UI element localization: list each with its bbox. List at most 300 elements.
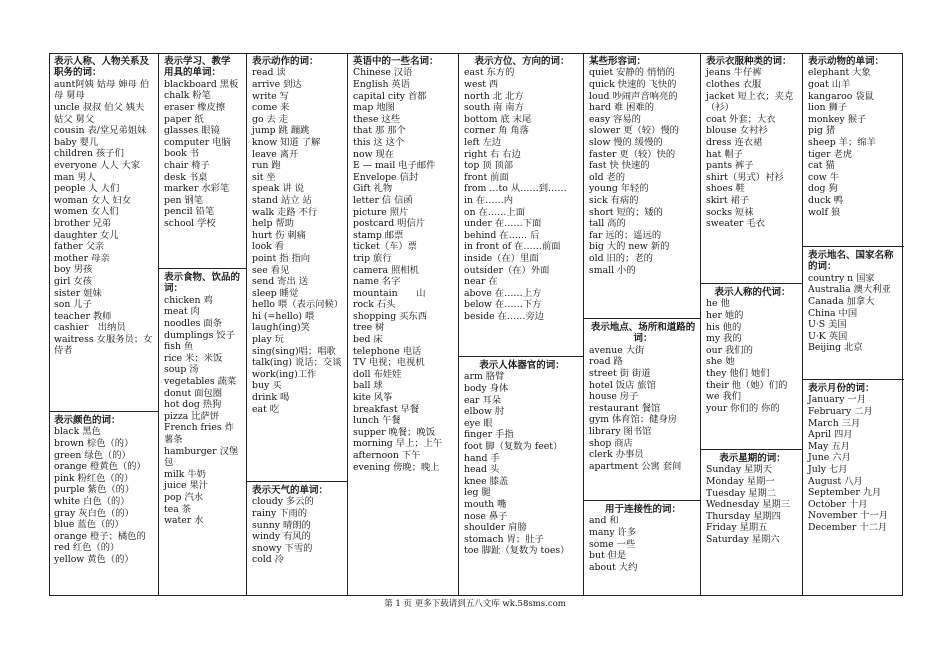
vocab-item: telephone 电话: [353, 345, 422, 357]
vocab-item: red 红色（的）: [54, 542, 120, 554]
vocab-item: shoulder 肩膀: [464, 522, 527, 534]
vocab-item: arm 胳臂: [464, 371, 505, 383]
section-adjectives: [585, 54, 700, 318]
vocab-item: many 许多: [589, 527, 637, 538]
vocab-item: kangaroo 袋鼠: [808, 90, 874, 102]
vocab-item: U·K 英国: [808, 330, 848, 342]
section-title: 表示天气的单词：: [252, 485, 329, 496]
vocab-item: hamburger 汉堡包: [164, 445, 239, 469]
vocab-item: Envelope 信封: [353, 171, 419, 183]
vocab-item: rainy 下雨的: [252, 508, 308, 519]
vocab-item: pen 钢笔: [164, 194, 203, 206]
vocab-item: clothes 衣服: [706, 79, 762, 90]
vocab-item: house 房子: [589, 391, 639, 403]
vocab-item: play 玩: [252, 334, 284, 346]
vocab-item: stomach 胃；肚子: [464, 533, 544, 545]
vocab-item: juice 果汁: [164, 480, 209, 492]
vocab-item: gym 体育馆；健身房: [589, 414, 678, 426]
vocab-item: sing(sing)唱；唱歌: [252, 345, 336, 357]
vocab-item: father 父亲: [54, 241, 105, 253]
vocab-item: mouth 嘴: [464, 498, 507, 510]
vocab-item: camera 照相机: [353, 264, 419, 276]
vocab-item: cashier 出纳员: [54, 322, 126, 334]
vocab-item: Chinese 汉语: [353, 67, 413, 79]
vocab-item: Australia 澳大利亚: [808, 284, 891, 296]
vocab-item: cousin 表/堂兄弟姐妹: [54, 125, 147, 137]
section-title: 表示学习、教学: [164, 56, 231, 67]
vocab-item: Gift 礼物: [353, 183, 393, 195]
vocab-item: people 人 人们: [54, 183, 120, 195]
vocab-item: tiger 老虎: [808, 148, 853, 160]
section-title: 表示地点、场所和道路的词：: [590, 322, 696, 345]
vocab-item: everyone 人人 大家: [54, 159, 141, 171]
section-people: [50, 54, 158, 411]
vocab-item: U·S 美国: [808, 319, 847, 331]
page-footer: 第 1 页 更多下载请到五八文库 wk.58sms.com: [384, 599, 566, 609]
section-directions: [460, 54, 583, 356]
vocab-item: loud 吵闹声音响亮的: [589, 90, 678, 102]
vocab-item: short 短的；矮的: [589, 206, 663, 218]
vocab-item: sheep 羊；绵羊: [808, 136, 876, 148]
vocab-item: noodles 面条: [164, 318, 222, 329]
section-food: [160, 270, 246, 597]
row-divider: [802, 379, 904, 380]
vocab-item: August 八月: [808, 475, 863, 487]
vocab-item: brown 棕色（的）: [54, 438, 134, 449]
vocab-item: December 十二月: [808, 521, 888, 533]
vocab-item: right 右 右边: [464, 148, 521, 160]
section-conjunctions: [585, 502, 700, 597]
vocab-item: rice 米；米饭: [164, 352, 223, 364]
vocab-item: cloudy 多云的: [252, 496, 314, 508]
vocab-item: cow 牛: [808, 171, 840, 183]
vocab-item: daughter 女儿: [54, 229, 119, 241]
vocab-item: Beijing 北京: [808, 342, 863, 354]
section-clothes: [702, 54, 802, 283]
row-divider: [458, 356, 583, 357]
vocab-item: point 指 指向: [252, 252, 311, 264]
vocab-item: in 在……内: [464, 194, 514, 206]
vocabulary-table: [49, 53, 903, 596]
column-divider: [802, 54, 803, 595]
vocab-item: drink 喝: [252, 392, 290, 404]
vocab-item: letter 信 信函: [353, 194, 413, 206]
vocab-item: gray 灰白色（的）: [54, 507, 134, 519]
vocab-item: January 一月: [808, 394, 867, 406]
vocab-item: tree 树: [353, 322, 385, 334]
vocab-item: May 五月: [808, 440, 850, 452]
vocab-item: snowy 下雪的: [252, 542, 313, 554]
section-title: 英语中的一些名词：: [353, 56, 439, 67]
vocab-item: top 顶 顶部: [464, 160, 514, 172]
vocab-item: sit 坐: [252, 171, 276, 183]
vocab-item: book 书: [164, 148, 200, 160]
vocab-item: April 四月: [808, 429, 853, 441]
vocab-item: Monday 星期一: [706, 476, 775, 487]
vocab-item: street 街 街道: [589, 368, 651, 379]
vocab-item: China 中国: [808, 307, 858, 319]
vocab-item: hurt 伤 刺痛: [252, 229, 306, 241]
vocab-item: E — mail 电子邮件: [353, 160, 436, 172]
vocab-item: easy 容易的: [589, 113, 641, 125]
vocab-item: women 女人们: [54, 206, 119, 218]
vocab-item: water 水: [164, 515, 204, 527]
vocab-item: wolf 狼: [808, 206, 841, 218]
vocab-item: inside（在）里面: [464, 252, 539, 264]
vocab-item: their 他（她）们的: [706, 379, 788, 391]
vocab-item: sleep 睡觉: [252, 287, 299, 299]
section-weather: [248, 483, 347, 597]
vocab-item: jeans 牛仔裤: [706, 67, 762, 79]
vocab-item: shopping 买东西: [353, 310, 428, 322]
vocab-item: his 他的: [706, 321, 742, 333]
vocab-item: clerk 办事员: [589, 449, 644, 461]
vocab-item: in front of 在……前面: [464, 241, 561, 253]
vocab-item: near 在: [464, 276, 498, 288]
vocab-item: that 那 那个: [353, 125, 406, 137]
vocab-item: baby 婴儿: [54, 136, 99, 148]
vocab-item: skirt 裙子: [706, 194, 750, 206]
column-divider: [700, 54, 701, 595]
vocab-item: lunch 午餐: [353, 415, 401, 427]
vocab-item: talk(ing) 说话；交谈: [252, 357, 342, 369]
vocab-item: orange 橙子；橘色的: [54, 530, 146, 542]
vocab-item: foot 脚（复数为 feet）: [464, 440, 563, 452]
vocab-item: evening 傍晚；晚上: [353, 461, 440, 473]
vocab-item: small 小的: [589, 264, 636, 276]
vocab-item: capital city 首都: [353, 90, 427, 102]
section-title: 表示动作的词：: [252, 56, 319, 67]
row-divider: [583, 500, 700, 501]
vocab-item: bed 床: [353, 334, 383, 346]
vocab-item: eraser 橡皮擦: [164, 102, 226, 113]
vocab-item: tea 茶: [164, 503, 192, 515]
section-places: [585, 320, 700, 500]
section-title: 表示地名、国家名称的词：: [808, 250, 894, 273]
section-animals: [804, 54, 904, 246]
vocab-item: picture 照片: [353, 206, 409, 218]
vocab-item: marker 水彩笔: [164, 183, 230, 195]
column-divider: [158, 54, 159, 595]
vocab-item: paper 纸: [164, 113, 204, 125]
vocab-item: about 大约: [589, 561, 638, 573]
vocab-item: quiet 安静的 悄悄的: [589, 67, 675, 79]
vocab-item: body 身体: [464, 383, 509, 394]
vocab-item: know 知道 了解: [252, 136, 321, 148]
vocab-item: my 我的: [706, 333, 742, 345]
vocab-item: young 年轻的: [589, 183, 649, 195]
vocab-item: ticket（车）票: [353, 241, 417, 253]
vocab-item: Wednesday 星期三: [706, 499, 791, 511]
vocab-item: hot dog 热狗: [164, 399, 222, 411]
vocab-item: come 来: [252, 102, 290, 114]
vocab-item: dog 狗: [808, 183, 838, 195]
row-divider: [158, 268, 246, 269]
vocab-item: from …to 从……到……: [464, 183, 567, 195]
vocab-item: girl 女孩: [54, 275, 92, 287]
vocab-item: sunny 晴朗的: [252, 519, 311, 531]
vocab-item: black 黑色: [54, 426, 101, 438]
section-body-parts: [460, 358, 583, 597]
vocab-item: beside 在……旁边: [464, 310, 545, 322]
vocab-item: quick 快速的 飞快的: [589, 79, 677, 90]
section-title: 表示动物的单词：: [808, 56, 885, 67]
vocab-item: mother 母亲: [54, 252, 110, 264]
vocab-item: lion 狮子: [808, 102, 848, 114]
row-divider: [50, 411, 158, 412]
vocab-item: laugh(ing)笑: [252, 322, 310, 334]
section-colors: [50, 413, 158, 597]
vocab-item: her 她的: [706, 310, 744, 321]
section-pronouns: [702, 285, 802, 449]
vocab-item: teacher 教师: [54, 310, 112, 322]
vocab-item: front 前面: [464, 171, 509, 183]
vocab-item: stamp 邮票: [353, 229, 404, 241]
section-title: 表示人体器官的词：: [479, 360, 565, 371]
section-months: [804, 381, 904, 597]
vocab-item: we 我们: [706, 391, 742, 403]
vocab-item: help 帮助: [252, 218, 294, 230]
vocab-item: pig 猪: [808, 125, 836, 137]
vocab-item: go 去 走: [252, 113, 289, 125]
row-divider: [246, 481, 347, 482]
vocab-item: restaurant 餐馆: [589, 402, 661, 414]
vocab-item: under 在……下面: [464, 218, 542, 230]
vocab-item: look 看: [252, 241, 285, 253]
vocab-item: your 你们的 你的: [706, 402, 780, 414]
section-title: 表示颜色的词：: [54, 415, 121, 426]
vocab-item: read 读: [252, 67, 286, 79]
vocab-item: fish 鱼: [164, 341, 194, 353]
vocab-item: woman 女人 妇女: [54, 194, 131, 206]
vocab-item: dress 连衣裙: [706, 136, 763, 148]
vocab-item: pants 裤子: [706, 160, 754, 172]
vocab-item: bottom 底 末尾: [464, 113, 532, 125]
vocab-item: hotel 饭店 旅馆: [589, 379, 656, 391]
section-title: 表示人称的代词：: [714, 287, 791, 298]
vocab-item: walk 走路 不行: [252, 206, 318, 218]
vocab-item: sister 姐妹: [54, 287, 102, 299]
vocab-item: TV 电视；电视机: [353, 357, 425, 369]
vocab-item: she 她: [706, 356, 735, 368]
vocab-item: east 东方的: [464, 67, 515, 79]
vocab-item: fast 快 快速的: [589, 160, 650, 172]
row-divider: [802, 246, 904, 247]
vocab-item: pencil 铅笔: [164, 206, 215, 218]
vocab-item: socks 短袜: [706, 206, 754, 218]
vocab-item: July 七月: [808, 463, 848, 475]
row-divider: [583, 318, 700, 319]
vocab-item: elbow 肘: [464, 406, 505, 418]
vocab-item: leave 离开: [252, 148, 299, 160]
vocab-item: morning 早上；上午: [353, 438, 443, 450]
section-title: 表示衣服种类的词：: [706, 56, 792, 67]
vocab-item: blue 蓝色（的）: [54, 519, 124, 531]
vocab-item: doll 布娃娃: [353, 368, 402, 380]
vocab-item: they 他们 她们: [706, 367, 770, 379]
section-title: 表示方位、方向的词：: [474, 56, 570, 67]
vocab-item: knee 膝盖: [464, 475, 509, 487]
vocab-item: our 我们的: [706, 344, 753, 356]
vocab-item: goat 山羊: [808, 79, 851, 90]
vocab-item: computer 电脑: [164, 136, 231, 148]
vocab-item: Sunday 星期天: [706, 464, 772, 476]
vocab-item: work(ing)工作: [252, 368, 317, 380]
vocab-item: far 远的；遥远的: [589, 229, 662, 241]
vocab-item: old 老的: [589, 171, 626, 183]
vocab-item: stand 站立 站: [252, 194, 312, 206]
vocab-item: hat 帽子: [706, 148, 743, 160]
vocab-item: below 在……下方: [464, 299, 542, 311]
vocab-item: see 看见: [252, 264, 290, 276]
vocab-item: this 这 这个: [353, 136, 405, 148]
vocab-item: donut 面包圈: [164, 387, 223, 399]
vocab-item: above 在……上方: [464, 287, 542, 299]
vocab-item: old 旧的；老的: [589, 252, 653, 264]
vocab-item: on 在……上面: [464, 206, 526, 218]
vocab-item: Thursday 星期四: [706, 510, 781, 522]
vocab-item: north 北 北方: [464, 90, 524, 102]
vocab-item: now 现在: [353, 148, 395, 160]
vocab-item: south 南 南方: [464, 102, 524, 114]
vocab-item: shop 商店: [589, 437, 633, 449]
vocab-item: blackboard 黑板: [164, 78, 239, 90]
section-title: 表示月份的词：: [808, 383, 875, 394]
column-divider: [458, 54, 459, 595]
vocab-item: hand 手: [464, 452, 500, 464]
vocab-item: brother 兄弟: [54, 217, 112, 229]
vocab-item: finger 手指: [464, 429, 514, 441]
vocab-item: slow 慢的 缓慢的: [589, 136, 663, 148]
vocab-item: eat 吃: [252, 403, 280, 415]
section-nouns: [349, 54, 458, 597]
vocab-item: waitress 女服务员；女侍者: [54, 333, 153, 357]
vocab-item: aunt阿姨 姑母 婶母 伯母 舅母: [54, 78, 150, 102]
row-divider: [700, 449, 802, 450]
vocab-item: name 名字: [353, 276, 401, 288]
vocab-item: he 他: [706, 298, 730, 310]
vocab-item: cold 冷: [252, 554, 284, 566]
vocab-item: behind 在…… 后: [464, 229, 540, 241]
vocab-item: road 路: [589, 356, 623, 368]
vocab-item: French fries 炸薯条: [164, 422, 234, 445]
vocab-item: school 学校: [164, 217, 216, 229]
vocab-item: some 一些: [589, 538, 636, 550]
vocab-item: man 男人: [54, 171, 96, 183]
vocab-item: purple 紫色（的）: [54, 484, 135, 496]
section-title: 表示星期的词：: [719, 453, 786, 464]
vocab-item: apartment 公寓 套间: [589, 460, 682, 472]
section-places-countries: [804, 248, 904, 379]
vocab-item: ball 球: [353, 380, 383, 392]
vocab-item: hello 喂（表示问候）: [252, 299, 344, 311]
vocab-item: March 三月: [808, 417, 861, 429]
vocab-item: outsider（在）外面: [464, 264, 550, 276]
vocab-item: hi (=hello) 喂: [252, 310, 315, 322]
vocab-item: children 孩子们: [54, 148, 124, 160]
vocab-item: but 但是: [589, 550, 627, 562]
section-actions: [248, 54, 347, 481]
vocab-item: speak 讲 说: [252, 183, 304, 195]
vocab-item: nose 鼻子: [464, 510, 508, 522]
section-title: 表示人称、人物关系及职务的词：: [54, 56, 150, 79]
vocab-item: English 英语: [353, 79, 410, 90]
vocab-item: green 绿色（的）: [54, 449, 131, 461]
vocab-item: sick 有病的: [589, 194, 639, 206]
vocab-item: chalk 粉笔: [164, 90, 211, 102]
vocab-item: uncle 叔叔 伯父 姨夫 姑父 舅父: [54, 102, 145, 125]
section-school-supplies: [160, 54, 246, 268]
vocab-item: arrive 到达: [252, 79, 302, 90]
vocab-item: corner 角 角落: [464, 125, 529, 137]
vocab-item: son 儿子: [54, 299, 92, 311]
vocab-item: pink 粉红色（的）: [54, 472, 134, 484]
vocab-item: pop 汽水: [164, 491, 204, 503]
vocab-item: supper 晚餐；晚饭: [353, 426, 436, 438]
vocab-item: September 九月: [808, 487, 882, 499]
vocab-item: and 和: [589, 515, 619, 527]
vocab-item: dumplings 饺子: [164, 329, 235, 341]
vocab-item: milk 牛奶: [164, 468, 206, 480]
vocab-item: orange 橙黄色（的）: [54, 461, 146, 473]
vocab-item: Saturday 星期六: [706, 533, 780, 545]
vocab-item: chicken 鸡: [164, 294, 213, 306]
vocab-item: jump 跳 蹦跳: [252, 125, 310, 137]
vocab-item: jacket 短上衣；夹克（衫）: [706, 90, 794, 114]
vocab-item: avenue 大街: [589, 344, 645, 356]
vocab-item: boy 男孩: [54, 264, 93, 276]
vocab-item: trip 旅行: [353, 252, 392, 264]
vocab-item: library 图书馆: [589, 425, 652, 437]
section-title: 用于连接性的词：: [604, 504, 681, 515]
vocab-item: pizza 比萨饼: [164, 410, 220, 422]
vocab-item: elephant 大象: [808, 67, 871, 79]
vocab-item: shoes 鞋: [706, 183, 745, 195]
vocab-item: cat 猫: [808, 160, 835, 172]
vocab-item: duck 鸭: [808, 194, 844, 206]
vocab-item: send 寄出 送: [252, 276, 309, 288]
vocab-item: west 西: [464, 79, 499, 90]
vocab-item: slower 更（较）慢的: [589, 125, 679, 137]
vocab-item: shirt（男式）衬衫: [706, 171, 784, 183]
vocab-item: soup 汤: [164, 364, 199, 376]
column-divider: [347, 54, 348, 595]
vocab-item: glasses 眼镜: [164, 125, 220, 137]
vocab-item: buy 买: [252, 380, 282, 392]
section-subtitle: 用具的单词：: [164, 67, 222, 79]
vocab-item: afternoon 下午: [353, 450, 421, 461]
vocab-item: hard 难 困难的: [589, 102, 655, 114]
row-divider: [700, 283, 802, 284]
vocab-item: left 左边: [464, 136, 502, 148]
vocab-item: mountain 山: [353, 287, 426, 299]
vocab-item: ear 耳朵: [464, 394, 502, 406]
vocab-item: map 地图: [353, 102, 395, 114]
vocab-item: vegetables 蔬菜: [164, 375, 237, 387]
vocab-item: October 十月: [808, 498, 868, 510]
vocab-item: Tuesday 星期二: [706, 487, 777, 499]
vocab-item: leg 腿: [464, 487, 491, 499]
vocab-item: monkey 猴子: [808, 113, 867, 125]
vocab-item: toe 脚趾（复数为 toes）: [464, 545, 570, 557]
vocab-item: sweater 毛衣: [706, 218, 766, 230]
vocab-item: yellow 黄色（的）: [54, 553, 134, 565]
vocab-item: desk 书桌: [164, 171, 208, 183]
vocab-item: rock 石头: [353, 299, 396, 311]
vocab-item: white 白色（的）: [54, 495, 130, 507]
vocab-item: meat 肉: [164, 306, 200, 318]
vocab-item: blouse 女衬衫: [706, 125, 768, 137]
